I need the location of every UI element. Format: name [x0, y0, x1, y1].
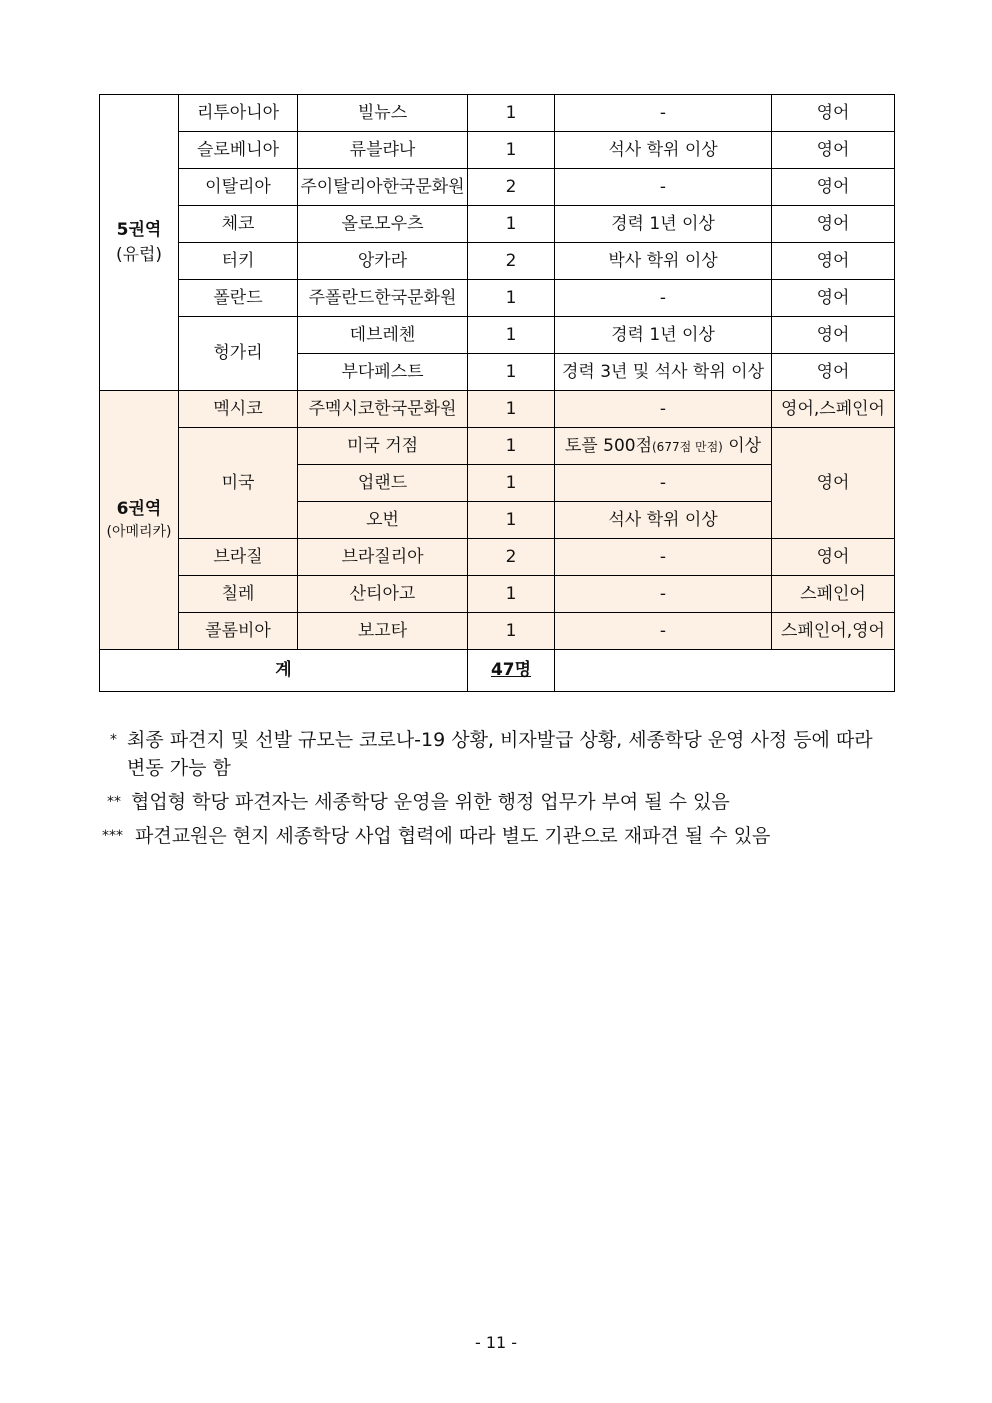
city-cell: 주폴란드한국문화원 [298, 280, 468, 317]
country-cell: 이탈리아 [179, 169, 298, 206]
count-cell: 1 [468, 132, 555, 169]
city-cell: 산티아고 [298, 576, 468, 613]
country-cell: 미국 [179, 428, 298, 539]
dispatch-table [99, 94, 895, 692]
table-row [100, 280, 895, 317]
city-cell: 브라질리아 [298, 539, 468, 576]
requirement-cell: 경력 1년 이상 [555, 317, 772, 354]
count-cell: 2 [468, 169, 555, 206]
country-cell: 칠레 [179, 576, 298, 613]
requirement-cell: - [555, 391, 772, 428]
region-label: 6권역 [116, 499, 162, 520]
count-cell: 1 [468, 280, 555, 317]
region-sublabel: (유럽) [115, 244, 163, 265]
count-cell: 1 [468, 391, 555, 428]
requirement-cell: 경력 1년 이상 [555, 206, 772, 243]
requirement-tail: 이상 [722, 435, 762, 456]
footnote-text: 최종 파견지 및 선발 규모는 코로나-19 상황, 비자발급 상황, 세종학당 운영 사정 등에 따라 변동 가능 함 [127, 729, 873, 779]
language-cell: 영어 [772, 280, 895, 317]
region-cell-americas [100, 391, 179, 650]
page-number: - 11 - [474, 1333, 518, 1352]
city-cell: 앙카라 [298, 243, 468, 280]
region-label: 5권역 [116, 220, 162, 241]
count-cell: 2 [468, 243, 555, 280]
table-row [100, 317, 895, 354]
region-sublabel: (아메리카) [106, 523, 172, 540]
city-cell: 업랜드 [298, 465, 468, 502]
count-cell: 1 [468, 95, 555, 132]
count-cell: 1 [468, 206, 555, 243]
table-row [100, 428, 895, 465]
table-row [100, 576, 895, 613]
count-cell: 1 [468, 576, 555, 613]
footnote-mark: *** [102, 828, 123, 844]
country-cell: 체코 [179, 206, 298, 243]
requirement-main: 토플 500점 [564, 435, 652, 456]
city-cell: 올로모우츠 [298, 206, 468, 243]
language-cell: 영어 [772, 539, 895, 576]
city-cell: 오번 [298, 502, 468, 539]
table-row [100, 169, 895, 206]
country-cell: 폴란드 [179, 280, 298, 317]
footnote-mark: * [110, 732, 117, 748]
requirement-cell: 석사 학위 이상 [555, 502, 772, 539]
total-value-cell [468, 650, 555, 692]
count-cell: 1 [468, 317, 555, 354]
count-cell: 1 [468, 465, 555, 502]
count-cell: 1 [468, 354, 555, 391]
city-cell: 주이탈리아한국문화원 [298, 169, 468, 206]
table-row [100, 243, 895, 280]
footnotes [95, 726, 895, 856]
footnote [95, 822, 895, 850]
country-cell: 터키 [179, 243, 298, 280]
language-cell: 영어 [772, 317, 895, 354]
language-cell: 영어 [772, 243, 895, 280]
language-cell: 영어,스페인어 [772, 391, 895, 428]
total-value: 47명 [490, 660, 532, 681]
footnote-mark: ** [107, 794, 121, 810]
country-cell: 헝가리 [179, 317, 298, 391]
language-cell: 영어 [772, 428, 895, 539]
requirement-cell: 석사 학위 이상 [555, 132, 772, 169]
count-cell: 2 [468, 539, 555, 576]
total-row [100, 650, 895, 692]
city-cell: 빌뉴스 [298, 95, 468, 132]
language-cell: 영어 [772, 354, 895, 391]
requirement-cell: - [555, 576, 772, 613]
count-cell: 1 [468, 613, 555, 650]
table-row [100, 539, 895, 576]
city-cell: 보고타 [298, 613, 468, 650]
city-cell: 데브레첸 [298, 317, 468, 354]
requirement-cell: - [555, 169, 772, 206]
language-cell: 영어 [772, 169, 895, 206]
language-cell: 스페인어,영어 [772, 613, 895, 650]
requirement-cell: - [555, 280, 772, 317]
country-cell: 리투아니아 [179, 95, 298, 132]
table-row [100, 206, 895, 243]
language-cell: 영어 [772, 132, 895, 169]
city-cell: 류블랴나 [298, 132, 468, 169]
requirement-cell: 경력 3년 및 석사 학위 이상 [555, 354, 772, 391]
table-row [100, 132, 895, 169]
footnote-text: 협업형 학당 파견자는 세종학당 운영을 위한 행정 업무가 부여 될 수 있음 [131, 791, 730, 813]
requirement-cell [555, 428, 772, 465]
footnote-text: 파견교원은 현지 세종학당 사업 협력에 따라 별도 기관으로 재파견 될 수 있음 [135, 825, 771, 847]
total-empty-cell [555, 650, 895, 692]
language-cell: 영어 [772, 206, 895, 243]
country-cell: 슬로베니아 [179, 132, 298, 169]
requirement-cell: - [555, 539, 772, 576]
table-row [100, 613, 895, 650]
total-label: 계 [100, 650, 468, 692]
table-row [100, 391, 895, 428]
count-cell: 1 [468, 428, 555, 465]
requirement-note: (677점 만점) [652, 439, 723, 454]
count-cell: 1 [468, 502, 555, 539]
language-cell: 영어 [772, 95, 895, 132]
country-cell: 멕시코 [179, 391, 298, 428]
footnote [95, 726, 895, 782]
language-cell: 스페인어 [772, 576, 895, 613]
city-cell: 미국 거점 [298, 428, 468, 465]
footnote [95, 788, 895, 816]
region-cell-europe [100, 95, 179, 391]
city-cell: 주멕시코한국문화원 [298, 391, 468, 428]
requirement-cell: - [555, 465, 772, 502]
requirement-cell: - [555, 613, 772, 650]
requirement-cell: - [555, 95, 772, 132]
table-row [100, 95, 895, 132]
country-cell: 콜롬비아 [179, 613, 298, 650]
city-cell: 부다페스트 [298, 354, 468, 391]
requirement-cell: 박사 학위 이상 [555, 243, 772, 280]
country-cell: 브라질 [179, 539, 298, 576]
